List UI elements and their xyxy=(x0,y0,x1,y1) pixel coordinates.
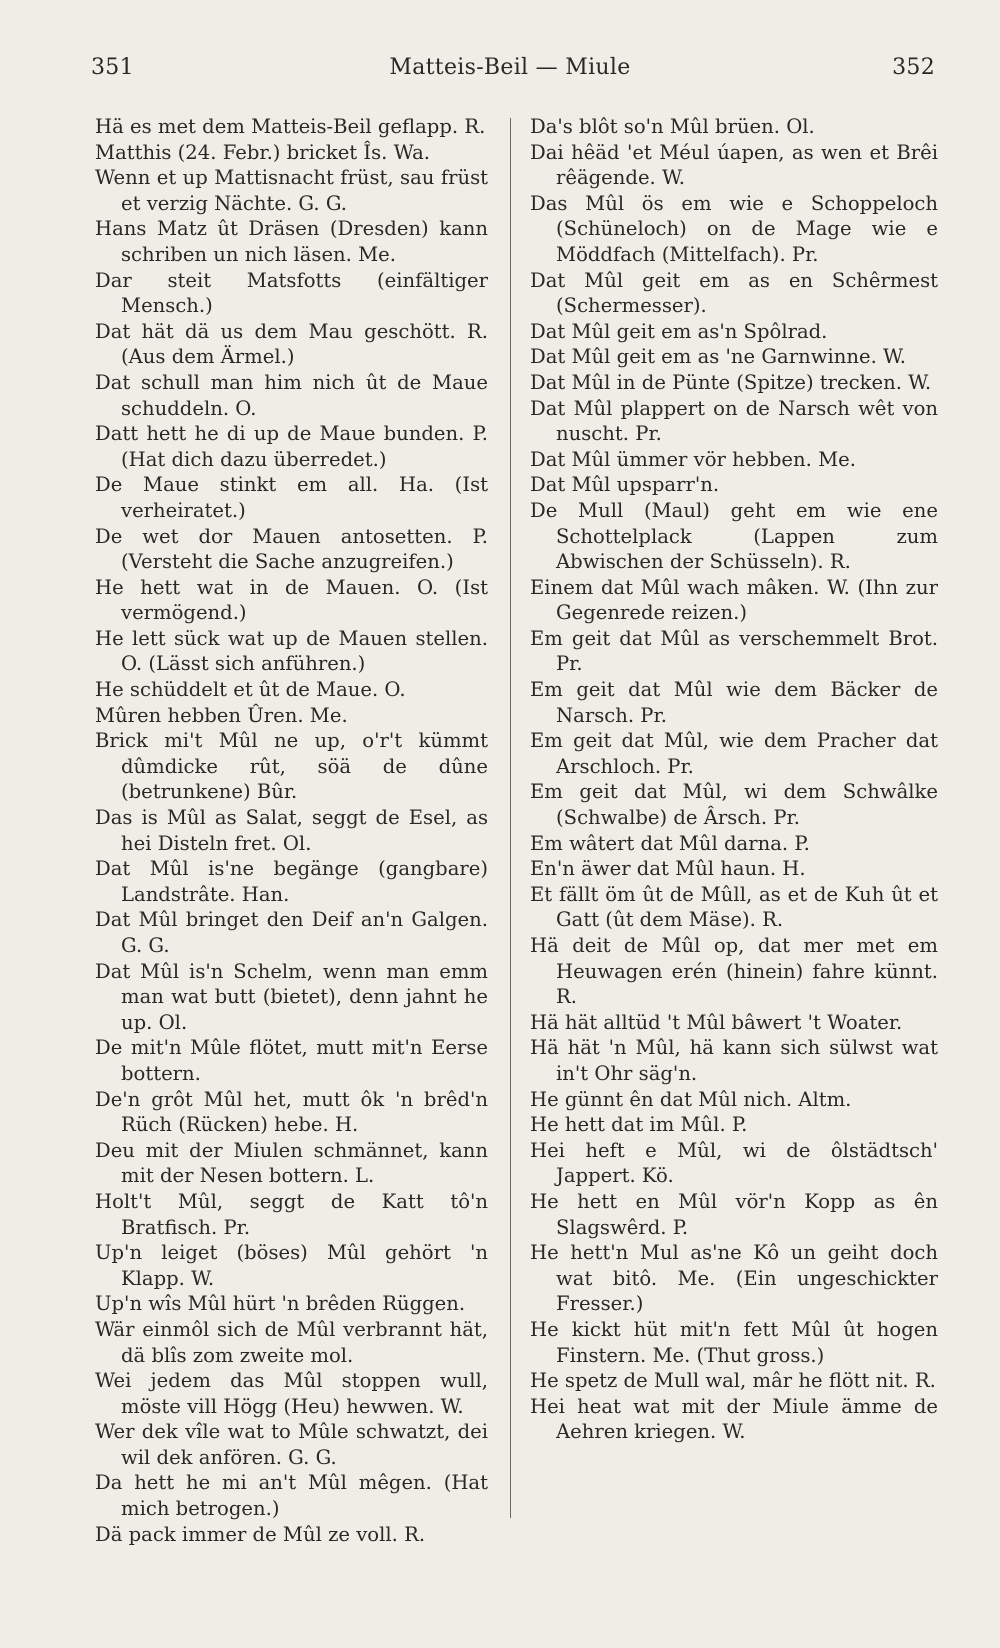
dictionary-entry: Em geit dat Mûl as verschemmelt Brot. Pr. xyxy=(530,626,938,676)
dictionary-entry: De Maue stinkt em all. Ha. (Ist verheiratet.) xyxy=(95,473,488,522)
dictionary-entry: He schüddelt et ût de Maue. O. xyxy=(95,678,406,702)
running-title: Matteis-Beil — Miule xyxy=(389,55,631,80)
dictionary-entry: He hett wat in de Mauen. O. (Ist vermögend.) xyxy=(95,575,488,625)
dictionary-entry: He lett sück wat up de Mauen stellen. O. (Lässt sich anführen.) xyxy=(95,626,488,676)
dictionary-entry: Wei jedem das Mûl stoppen wull, möste vill Högg (Heu) hewwen. W. xyxy=(95,1369,488,1418)
dictionary-entry: He hett dat im Mûl. P. xyxy=(530,1113,748,1137)
dictionary-entry: Dat Mûl geit em as 'ne Garnwinne. W. xyxy=(530,345,906,369)
dictionary-entry: Up'n leiget (böses) Mûl gehört 'n Klapp. W. xyxy=(95,1241,488,1290)
dictionary-entry: He günnt ên dat Mûl nich. Altm. xyxy=(530,1087,852,1111)
dictionary-entry: He hett'n Mul as'ne Kô un geiht doch wat bitô. Me. (Ein ungeschickter Fresser.) xyxy=(530,1241,938,1316)
dictionary-entry: Hä es met dem Matteis-Beil geflapp. R. xyxy=(95,115,486,138)
dictionary-entry: De mit'n Mûle flötet, mutt mit'n Eerse bottern. xyxy=(95,1036,488,1085)
dictionary-entry: Em geit dat Mûl wie dem Bäcker de Narsch. Pr. xyxy=(530,678,938,727)
dictionary-entry: Dat Mûl plappert on de Narsch wêt von nuscht. Pr. xyxy=(530,396,938,446)
dictionary-entry: Hä hät alltüd 't Mûl bâwert 't Woater. xyxy=(530,1010,903,1034)
dictionary-entry: Das Mûl ös em wie e Schoppeloch (Schüneloch) on de Mage wie e Möddfach (Mittelfach). Pr. xyxy=(530,191,938,266)
dictionary-entry: He hett en Mûl vör'n Kopp as ên Slagswêrd. P. xyxy=(530,1189,938,1239)
dictionary-entry: Einem dat Mûl wach mâken. W. (Ihn zur Gegenrede reizen.) xyxy=(530,575,938,625)
dictionary-entry: Datt hett he di up de Maue bunden. P. (Hat dich dazu überredet.) xyxy=(95,422,488,471)
dictionary-entry: He kickt hüt mit'n fett Mûl ût hogen Finstern. Me. (Thut gross.) xyxy=(530,1317,938,1367)
dictionary-entry: Holt't Mûl, seggt de Katt tô'n Bratfisch. Pr. xyxy=(95,1189,488,1239)
dictionary-entry: Em geit dat Mûl, wie dem Pracher dat Arschloch. Pr. xyxy=(530,729,938,778)
left-column xyxy=(95,114,488,1547)
dictionary-entry: Dä pack immer de Mûl ze voll. R. xyxy=(95,1522,426,1546)
page-number-right: 352 xyxy=(892,55,935,80)
dictionary-entry: Em geit dat Mûl, wi dem Schwâlke (Schwalbe) de Ârsch. Pr. xyxy=(530,780,938,830)
dictionary-entry: Dat Mûl geit em as en Schêrmest (Schermesser). xyxy=(530,268,938,318)
dictionary-entry: Hei heft e Mûl, wi de ôlstädtsch' Jappert. Kö. xyxy=(530,1138,938,1188)
dictionary-entry: Mûren hebben Ûren. Me. xyxy=(95,703,348,727)
dictionary-entry: Wenn et up Mattisnacht früst, sau früst et verzig Nächte. G. G. xyxy=(95,166,488,215)
dictionary-entry: Dat Mûl bringet den Deif an'n Galgen. G. G. xyxy=(95,908,488,957)
dictionary-entry: Hans Matz ût Dräsen (Dresden) kann schriben un nich läsen. Me. xyxy=(95,217,488,266)
right-column xyxy=(530,114,938,1445)
dictionary-entry: Hä hät 'n Mûl, hä kann sich sülwst wat in't Ohr säg'n. xyxy=(530,1036,938,1085)
dictionary-entry: He spetz de Mull wal, mâr he flött nit. R. xyxy=(530,1369,936,1393)
page-header xyxy=(85,55,935,85)
dictionary-entry: Dar steit Matsfotts (einfältiger Mensch.) xyxy=(95,268,488,318)
dictionary-entry: Hä deit de Mûl op, dat mer met em Heuwagen erén (hinein) fahre künnt. R. xyxy=(530,934,938,1009)
dictionary-entry: Wär einmôl sich de Mûl verbrannt hät, dä blîs zom zweite mol. xyxy=(95,1317,488,1367)
dictionary-entry: Deu mit der Miulen schmännet, kann mit der Nesen bottern. L. xyxy=(95,1138,488,1188)
dictionary-entry: Dat Mûl is'n Schelm, wenn man emm man wat butt (bietet), denn jahnt he up. Ol. xyxy=(95,959,488,1034)
dictionary-entry: Dat schull man him nich ût de Maue schuddeln. O. xyxy=(95,370,488,420)
dictionary-entry: Brick mi't Mûl ne up, o'r't kümmt dûmdicke rût, söä de dûne (betrunkene) Bûr. xyxy=(95,729,488,804)
dictionary-entry: Dat Mûl geit em as'n Spôlrad. xyxy=(530,319,828,343)
dictionary-entry: Dai hêäd 'et Méul úapen, as wen et Brêi rêägende. W. xyxy=(530,140,938,190)
dictionary-entry: Wer dek vîle wat to Mûle schwatzt, dei wil dek anfören. G. G. xyxy=(95,1420,488,1469)
dictionary-entry: De wet dor Mauen antosetten. P. (Versteht die Sache anzugreifen.) xyxy=(95,524,488,574)
dictionary-entry: Dat Mûl is'ne begänge (gangbare) Landstrâte. Han. xyxy=(95,857,488,906)
dictionary-entry: Dat hät dä us dem Mau geschött. R. (Aus dem Ärmel.) xyxy=(95,319,488,369)
page-number-left: 351 xyxy=(91,55,134,80)
dictionary-entry: Da hett he mi an't Mûl mêgen. (Hat mich betrogen.) xyxy=(95,1471,488,1521)
dictionary-entry: De Mull (Maul) geht em wie ene Schottelplack (Lappen zum Abwischen der Schüsseln). R. xyxy=(530,498,938,574)
dictionary-entry: Dat Mûl in de Pünte (Spitze) trecken. W. xyxy=(530,370,932,394)
dictionary-entry: Em wâtert dat Mûl darna. P. xyxy=(530,831,810,855)
dictionary-entry: Da's blôt so'n Mûl brüen. Ol. xyxy=(530,115,815,138)
dictionary-entry: Dat Mûl ümmer vör hebben. Me. xyxy=(530,447,856,471)
dictionary-entry: Matthis (24. Febr.) bricket Îs. Wa. xyxy=(95,140,430,164)
dictionary-entry: Hei heat wat mit der Miule ämme de Aehren kriegen. W. xyxy=(530,1394,938,1444)
dictionary-entry: De'n grôt Mûl het, mutt ôk 'n brêd'n Rüch (Rücken) hebe. H. xyxy=(95,1087,488,1137)
dictionary-entry: Das is Mûl as Salat, seggt de Esel, as hei Disteln fret. Ol. xyxy=(95,806,488,855)
dictionary-entry: Up'n wîs Mûl hürt 'n brêden Rüggen. xyxy=(95,1292,466,1316)
dictionary-entry: Dat Mûl upsparr'n. xyxy=(530,473,720,497)
column-divider xyxy=(510,118,511,1518)
dictionary-entry: En'n äwer dat Mûl haun. H. xyxy=(530,857,806,881)
dictionary-entry: Et fällt öm ût de Mûll, as et de Kuh ût et Gatt (ût dem Mäse). R. xyxy=(530,882,938,932)
